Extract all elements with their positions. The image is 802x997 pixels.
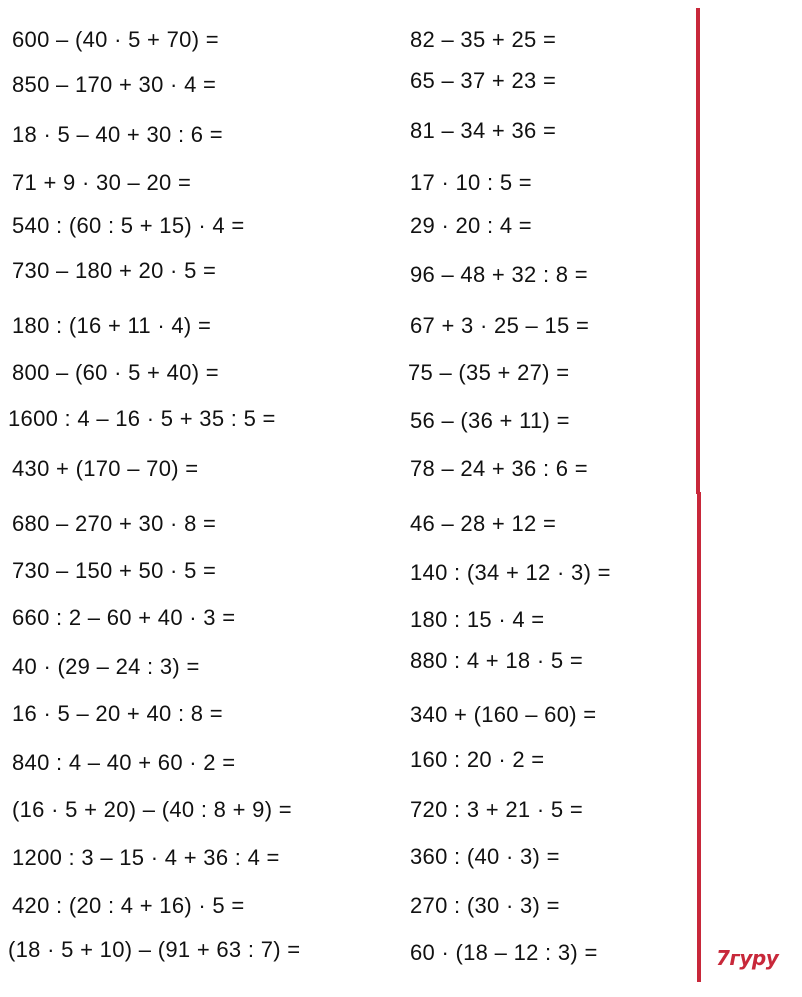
right-expression: 880 : 4 + 18 · 5 = — [410, 648, 583, 673]
margin-rule-bottom — [697, 492, 701, 982]
left-expression: 40 · (29 – 24 : 3) = — [12, 654, 200, 679]
left-expression: 16 · 5 – 20 + 40 : 8 = — [12, 701, 223, 726]
left-expression: 730 – 180 + 20 · 5 = — [12, 258, 217, 283]
left-expression: 730 – 150 + 50 · 5 = — [12, 558, 217, 583]
right-expression: 46 – 28 + 12 = — [410, 511, 557, 536]
left-expression: 71 + 9 · 30 – 20 = — [12, 170, 192, 195]
left-expression: 680 – 270 + 30 · 8 = — [12, 511, 217, 536]
right-expression: 67 + 3 · 25 – 15 = — [410, 313, 590, 338]
left-expression: 420 : (20 : 4 + 16) · 5 = — [12, 893, 245, 918]
right-expression: 82 – 35 + 25 = — [410, 27, 557, 52]
right-expression: 270 : (30 · 3) = — [410, 893, 560, 918]
right-expression: 78 – 24 + 36 : 6 = — [410, 456, 588, 481]
right-expression: 140 : (34 + 12 · 3) = — [410, 560, 611, 585]
left-expression: 430 + (170 – 70) = — [12, 456, 199, 481]
right-expression: 60 · (18 – 12 : 3) = — [410, 940, 598, 965]
left-expression: 1200 : 3 – 15 · 4 + 36 : 4 = — [12, 845, 280, 870]
left-expression: (16 · 5 + 20) – (40 : 8 + 9) = — [12, 797, 292, 822]
right-expression: 180 : 15 · 4 = — [410, 607, 545, 632]
right-expression: 160 : 20 · 2 = — [410, 747, 545, 772]
margin-rule-top — [696, 8, 700, 494]
left-expression: 660 : 2 – 60 + 40 · 3 = — [12, 605, 236, 630]
right-expression: 360 : (40 · 3) = — [410, 844, 560, 869]
right-expression: 720 : 3 + 21 · 5 = — [410, 797, 583, 822]
left-expression: 840 : 4 – 40 + 60 · 2 = — [12, 750, 236, 775]
right-expression: 340 + (160 – 60) = — [410, 702, 597, 727]
right-expression: 56 – (36 + 11) = — [410, 408, 570, 433]
left-expression: 540 : (60 : 5 + 15) · 4 = — [12, 213, 245, 238]
left-expression: (18 · 5 + 10) – (91 + 63 : 7) = — [8, 937, 301, 962]
right-expression: 75 – (35 + 27) = — [408, 360, 570, 385]
right-expression: 65 – 37 + 23 = — [410, 68, 557, 93]
left-expression: 180 : (16 + 11 · 4) = — [12, 313, 212, 338]
left-expression: 800 – (60 · 5 + 40) = — [12, 360, 219, 385]
right-expression: 17 · 10 : 5 = — [410, 170, 532, 195]
left-expression: 600 – (40 · 5 + 70) = — [12, 27, 219, 52]
left-expression: 18 · 5 – 40 + 30 : 6 = — [12, 122, 223, 147]
right-expression: 81 – 34 + 36 = — [410, 118, 557, 143]
brand-logo: 7гуру — [716, 946, 779, 970]
left-expression: 1600 : 4 – 16 · 5 + 35 : 5 = — [8, 406, 276, 431]
right-expression: 96 – 48 + 32 : 8 = — [410, 262, 588, 287]
right-expression: 29 · 20 : 4 = — [410, 213, 532, 238]
left-expression: 850 – 170 + 30 · 4 = — [12, 72, 217, 97]
